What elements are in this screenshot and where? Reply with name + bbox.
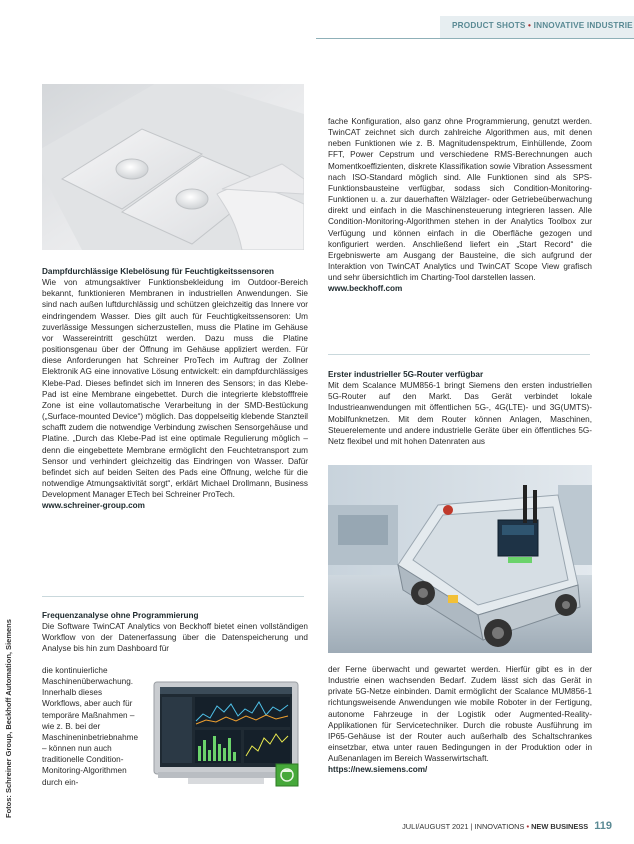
- header-rule: [316, 38, 634, 39]
- article-body-membrane: Wie von atmungsaktiver Funktionsbekleidung im Outdoor-Bereich bekannt, funktionieren Membranen in industriellen Anwendungen. Sie sind nach außen luftdurchlässig und schützen gleichzeitig das Innere vor eindringendem Wasser. Dies gilt auch für Feuchtigkeitssensoren: Um zuverlässige Messungen sicherzustellen, muss die Platine im Gehäuse vor Wassereintritt geschützt werden. Dazu muss die Platine positionsgenau über der Öffnung im Gehäuse appliziert werden. Für diese Anforderungen hat Schreiner ProTech im Auftrag der Zollner Elektronik AG eine innovative Lösung entwickelt: ein dampfdurchlässiges Klebe-Pad. Dieses befindet sich im Inneren des Sensors; in das Klebe-Pad ist eine Membrane eingebettet. Durch die integrierte klebstofffreie Zone ist eine vollautomatische Verarbeitung in der SMD-Bestückung („Surface-mounted Device“) möglich. Das doppelseitig klebende Stanzteil schafft zudem die notwendige Verbindung zwischen Sensorgehäuse und Platine. „Durch das Klebe-Pad ist eine optimale Regulierung möglich – denn die eingebettete Membrane ermöglicht den Feuchtetransport zum Sensor und verhindert gleichzeitig das Eindringen von Wasser. Dafür befindet sich auf beiden Seiten des Pads eine Öffnung, welche für die notwendige Atmungsaktivität sorgt“, erklärt Michael Drollmann, Business Development Manager ETech bei Schreiner ProTech.: [42, 278, 308, 500]
- article-body-twincat-narrow: die kontinuierliche Maschinenüberwachung. Innerhalb dieses Workflows, aber auch für temporäre Maßnahmen – wie z. B. bei der Maschineninbetriebnahme – können nun auch traditionelle Condition-Monitoring-Algorithmen durch ein-: [42, 666, 139, 787]
- article-5g-router-cont: [328, 664, 592, 776]
- footer-magazine: INNOVATIONS: [474, 822, 525, 831]
- article-5g-router: [328, 369, 592, 447]
- twincat-monitor-photo: [148, 676, 304, 788]
- footer-divider: |: [470, 822, 473, 831]
- article-title-twincat: Frequenzanalyse ohne Programmierung: [42, 611, 199, 620]
- footer-supplement: NEW BUSINESS: [531, 822, 589, 831]
- article-body-5g-1: Mit dem Scalance MUM856-1 bringt Siemens den ersten industriellen 5G-Router auf den Markt. Das Gerät verbindet lokale Industrieanwendungen mit öffentlichen 5G-, 4G(LTE)- und 3G(UMTS)-Mobilfunknetzen. Mit dem Router können Anlagen, Maschinen, Steuerelemente und andere industrielle Geräte über ein öffentliches 5G-Netz flexibel und mit hohen Datenraten aus: [328, 381, 592, 446]
- membrane-pads-photo: [42, 84, 304, 250]
- twincat-continuation: fache Konfiguration, also ganz ohne Programmierung, genutzt werden. TwinCAT zeichnet sich durch zahlreiche Algorithmen aus, mit denen neben Funktionen wie z. B. Magnitudenspektrum, Einhüllende, Zoom FFT, Power Cepstrum und verschiedene RMS-Berechnungen auch Momentkoeffizienten, diskrete Klassifikation sowie Vibration Assessment nach ISO-Standard möglich sind. Alle Funktionen sind als SPS-Funktionsbausteine verfügbar, sodass sich Condition-Monitoring-Funktionen u. a. zur dauerhaften Wälzlager- oder Getriebeüberwachung direkt und einfach in die Maschinensteuerung integrieren lassen. Alle Condition-Monitoring-Algorithmen stehen in der Analytics Toolbox zur Verfügung und können einfach in die Oberfläche gezogen und konfiguriert werden. Anschließend liefert ein „Start Record“ die Ergebniswerte am Ausgang der Bausteine, die sich aufgrund der Interaktion von TwinCAT Analytics und TwinCAT Scope View grafisch und sehr übersichtlich im Charting-Tool darstellen lassen.: [328, 117, 592, 283]
- beckhoff-link[interactable]: www.beckhoff.com: [328, 284, 403, 294]
- left-separator: [42, 596, 304, 597]
- article-title-5g: Erster industrieller 5G-Router verfügbar: [328, 370, 484, 379]
- footer-bullet: •: [526, 822, 530, 831]
- right-column: [328, 116, 592, 295]
- schreiner-link[interactable]: www.schreiner-group.com: [42, 501, 145, 511]
- page-footer: [402, 820, 612, 832]
- article-title-membrane: Dampfdurchlässige Klebelösung für Feuchtigkeitssensoren: [42, 267, 275, 276]
- article-body-5g-2: der Ferne überwacht und gewartet werden. Hierfür gibt es in der Industrie einen wachsenden Bedarf. Zudem lässt sich das Gerät in private 5G-Netze einbinden. Damit ermöglicht der Scalance MUM856-1 richtungsweisende Anwendungen wie mobile Roboter in der Fertigung, autonome Fahrzeuge in der Logistik oder Augmented-Reality-Applikationen für Servicetechniker. Durch die robuste Ausführung im IP65-Gehäuse ist der Router auch außerhalb des Schaltschrankes einsetzbar, etwa unter rauen Bedingungen in der Produktion oder in Außenanlagen im Bereich Wasserwirtschaft.: [328, 665, 592, 764]
- section-label-a: PRODUCT SHOTS: [452, 21, 526, 30]
- article-twincat: [42, 610, 308, 655]
- section-label-b: INNOVATIVE INDUSTRIE: [533, 21, 633, 30]
- siemens-link[interactable]: https://new.siemens.com/: [328, 765, 428, 775]
- page-number: 119: [594, 820, 612, 832]
- article-twincat-narrow: [42, 665, 142, 788]
- section-label: [452, 21, 633, 30]
- left-column: [42, 266, 308, 511]
- section-label-bullet: •: [528, 21, 532, 30]
- right-separator: [328, 354, 590, 355]
- article-body-twincat-full: Die Software TwinCAT Analytics von Beckhoff bietet einen vollständigen Workflow von der Datenerfassung über die Datenspeicherung und Analyse bis hin zum Dashboard für: [42, 622, 308, 654]
- footer-issue: JULI/AUGUST 2021: [402, 822, 469, 831]
- agv-5g-router-photo: [328, 465, 592, 653]
- photo-credit: Fotos: Schreiner Group, Beckhoff Automation, Siemens: [4, 619, 13, 818]
